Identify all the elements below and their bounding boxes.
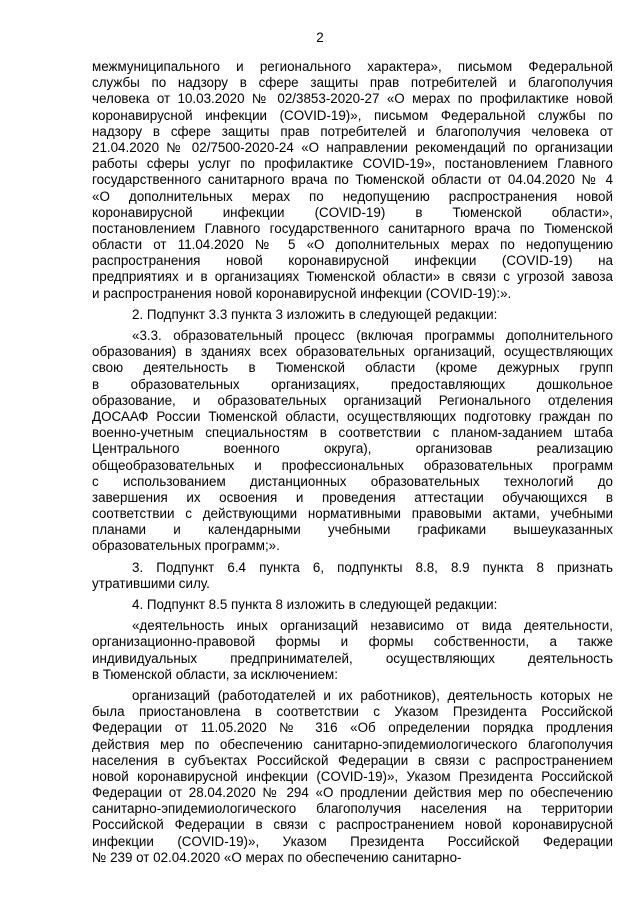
text-line: военно-учетным специальностям в соответствии с планом-заданием штаба xyxy=(92,425,613,441)
text-line: надзору в сфере защиты прав потребителей и благополучия человека от xyxy=(92,123,613,139)
text-line: 2. Подпункт 3.3 пункта 3 изложить в следующей редакции: xyxy=(132,306,498,322)
text-line: коронавирусной инфекции (COVID-19) в Тюменской области», xyxy=(92,204,613,220)
text-line: образование, и образовательных организаций Регионального отделения xyxy=(92,392,613,408)
text-line: планами и календарными учебными графиками вышеуказанных xyxy=(92,522,613,538)
text-line: новой коронавирусной инфекции (COVID-19)», Указом Президента Российской xyxy=(92,768,613,784)
text-line: 21.04.2020 № 02/7500-2020-24 «О направлении рекомендаций по организации xyxy=(92,139,613,155)
text-line: Российской Федерации в связи с распространением новой коронавирусной xyxy=(92,817,613,833)
text-line: и распространения новой коронавирусной инфекции (COVID-19):». xyxy=(92,285,512,301)
text-line: предприятиях и в организациях Тюменской области» в связи с угрозой завоза xyxy=(92,269,613,285)
text-line: работы сферы услуг по профилактике COVID-19», постановлением Главного xyxy=(92,156,613,172)
text-line: № 239 от 02.04.2020 «О мерах по обеспечению санитарно- xyxy=(92,849,462,865)
text-line: службы по надзору в сфере защиты прав потребителей и благополучия xyxy=(92,75,613,91)
text-line: межмуниципального и регионального характера», письмом Федеральной xyxy=(92,59,613,74)
text-line: ДОСААФ России Тюменской области, осуществляющих подготовку граждан по xyxy=(92,408,613,424)
text-line: 3. Подпункт 6.4 пункта 6, подпункты 8.8, 8.9 пункта 8 признать xyxy=(132,559,613,575)
text-line: в образовательных организациях, предоставляющих дошкольное xyxy=(92,376,613,392)
paragraph xyxy=(92,560,613,592)
paragraph xyxy=(92,59,613,302)
text-line: организаций (работодателей и их работников), деятельность которых не xyxy=(132,687,613,703)
paragraph xyxy=(92,688,613,866)
text-line: образования) в зданиях всех образовательных организаций, осуществляющих xyxy=(92,344,613,360)
text-line: была приостановлена в соответствии с Указом Президента Российской xyxy=(92,704,613,720)
text-line: Федерации от 28.04.2020 № 294 «О продлении действия мер по обеспечению xyxy=(92,785,613,801)
text-line: завершения их освоения и проведения аттестации обучающихся в xyxy=(92,489,613,505)
text-line: образовательных программ;». xyxy=(92,538,280,554)
text-line: общеобразовательных и профессиональных образовательных программ xyxy=(92,457,613,473)
text-line: организационно-правовой формы и формы собственности, а также xyxy=(92,634,613,650)
text-line: коронавирусной инфекции (COVID-19)», письмом Федеральной службы по xyxy=(92,107,613,123)
text-line: Центрального военного округа), организовав реализацию xyxy=(92,441,613,457)
text-line: «3.3. образовательный процесс (включая программы дополнительного xyxy=(132,328,613,343)
text-line: соответствии с действующими нормативными правовыми актами, учебными xyxy=(92,506,613,522)
paragraph xyxy=(92,307,613,323)
text-line: в Тюменской области, за исключением: xyxy=(92,666,338,682)
paragraph xyxy=(92,618,613,683)
text-line: человека от 10.03.2020 № 02/3853-2020-27 «О мерах по профилактике новой xyxy=(92,91,613,107)
document-body xyxy=(92,59,613,866)
paragraph xyxy=(92,328,613,555)
text-line: индивидуальных предпринимателей, осуществляющих деятельность xyxy=(92,650,613,666)
text-line: санитарно-эпидемиологического благополучия населения на территории xyxy=(92,801,613,817)
text-line: инфекции (COVID-19)», Указом Президента Российской Федерации xyxy=(92,833,613,849)
text-line: Федерации от 11.05.2020 № 316 «Об определении порядка продления xyxy=(92,720,613,736)
text-line: государственного санитарного врача по Тюменской области от 04.04.2020 № 4 xyxy=(92,172,613,188)
text-line: распространения новой коронавирусной инфекции (COVID-19) на xyxy=(92,253,613,269)
text-line: свою деятельность в Тюменской области (кроме дежурных групп xyxy=(92,360,613,376)
text-line: 4. Подпункт 8.5 пункта 8 изложить в следующей редакции: xyxy=(132,597,498,612)
text-line: постановлением Главного государственного санитарного врача по Тюменской xyxy=(92,220,613,236)
text-line: действия мер по обеспечению санитарно-эпидемиологического благополучия xyxy=(92,736,613,752)
text-line: области от 11.04.2020 № 5 «О дополнительных мерах по недопущению xyxy=(92,237,613,253)
text-line: с использованием дистанционных образовательных технологий до xyxy=(92,473,613,489)
text-line: «О дополнительных мерах по недопущению распространения новой xyxy=(92,188,613,204)
text-line: утратившими силу. xyxy=(92,575,210,591)
text-line: «деятельность иных организаций независимо от вида деятельности, xyxy=(132,618,613,634)
paragraph xyxy=(92,597,613,613)
page-number: 2 xyxy=(316,30,324,45)
text-line: населения в субъектах Российской Федерации в связи с распространением xyxy=(92,752,613,768)
